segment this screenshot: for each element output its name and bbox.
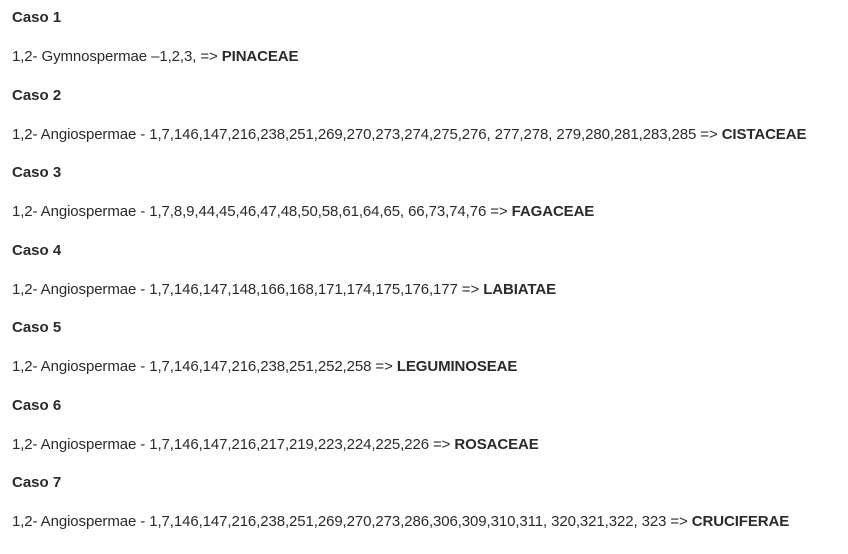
case-2 [12, 87, 848, 144]
case-description [12, 436, 848, 454]
case-description [12, 126, 848, 144]
case-3 [12, 164, 848, 221]
case-family: FAGACEAE [511, 203, 595, 220]
case-title: Caso 5 [12, 319, 62, 336]
case-5 [12, 319, 848, 376]
case-key-path: 1,2- Angiospermae - 1,7,8,9,44,45,46,47,48,50,58,61,64,65, 66,73,74,76 => [12, 203, 512, 220]
case-title: Caso 2 [12, 87, 62, 104]
case-description [12, 281, 848, 299]
case-family: LABIATAE [483, 281, 557, 298]
case-key-path: 1,2- Gymnospermae –1,2,3, => [12, 48, 222, 65]
case-description [12, 203, 848, 221]
case-7 [12, 474, 848, 531]
case-family: LEGUMINOSEAE [396, 358, 518, 375]
case-4 [12, 242, 848, 299]
case-family: CRUCIFERAE [691, 513, 790, 530]
case-key-path: 1,2- Angiospermae - 1,7,146,147,216,238,251,269,270,273,274,275,276, 277,278, 279,280,281,283,285 => [12, 126, 722, 143]
case-description [12, 48, 848, 66]
case-key-path: 1,2- Angiospermae - 1,7,146,147,216,238,251,269,270,273,286,306,309,310,311, 320,321,322, 323 => [12, 513, 692, 530]
case-1 [12, 9, 848, 66]
case-description [12, 513, 848, 531]
case-key-path: 1,2- Angiospermae - 1,7,146,147,216,217,219,223,224,225,226 => [12, 436, 455, 453]
case-title: Caso 1 [12, 9, 62, 26]
case-family: ROSACEAE [454, 436, 539, 453]
case-key-path: 1,2- Angiospermae - 1,7,146,147,148,166,168,171,174,175,176,177 => [12, 281, 484, 298]
case-title: Caso 4 [12, 242, 62, 259]
case-title: Caso 6 [12, 397, 62, 414]
case-title: Caso 3 [12, 164, 62, 181]
case-description [12, 358, 848, 376]
case-title: Caso 7 [12, 474, 62, 491]
case-family: PINACEAE [221, 48, 299, 65]
case-6 [12, 397, 848, 454]
case-key-path: 1,2- Angiospermae - 1,7,146,147,216,238,251,252,258 => [12, 358, 397, 375]
case-family: CISTACEAE [721, 126, 807, 143]
